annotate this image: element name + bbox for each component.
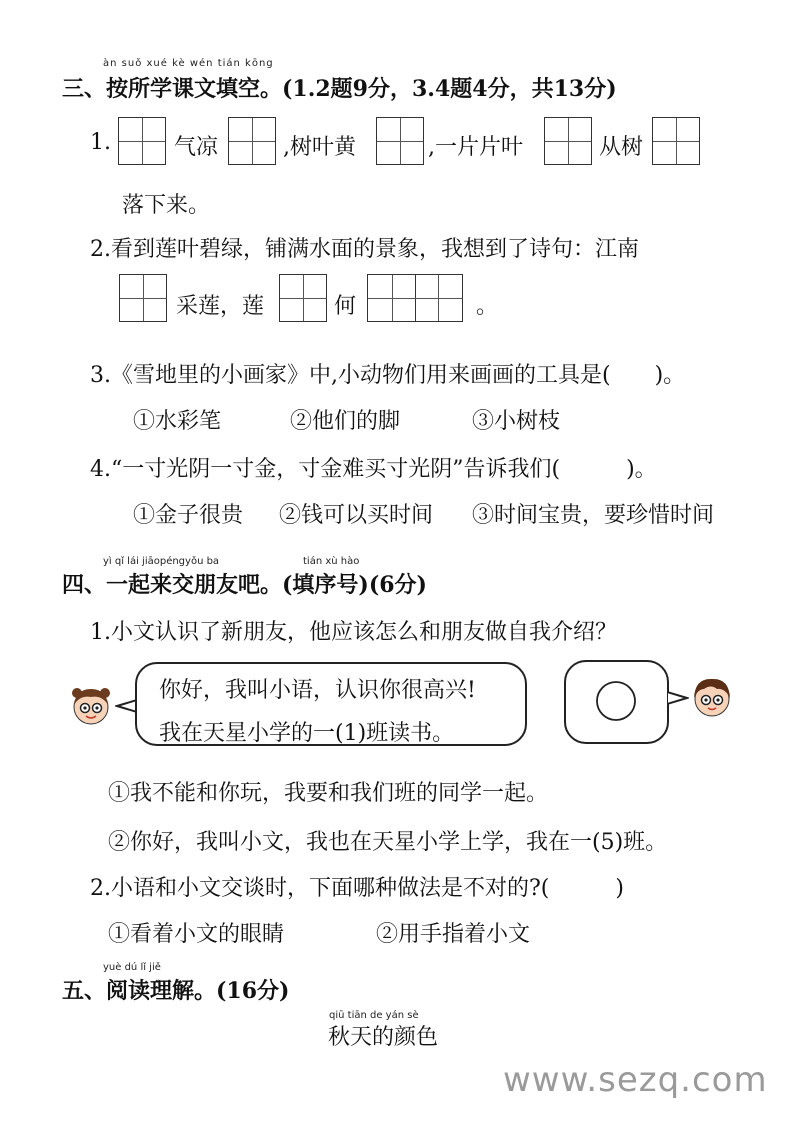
- section5-pinyin: yuè dú lǐ jiě: [103, 962, 161, 973]
- writing-box[interactable]: [376, 117, 424, 165]
- passage-title-pinyin: qiū tiān de yán sè: [329, 1010, 419, 1021]
- q4-option-1: ①金子很贵: [133, 503, 244, 528]
- q3-option-1: ①水彩笔: [133, 409, 222, 434]
- q1-text-b: ,树叶黄: [283, 135, 356, 160]
- watermark: www.sezq.com: [503, 1060, 768, 1100]
- q3-option-3: ③小树枝: [472, 409, 561, 434]
- q1-text-e: 落下来。: [122, 193, 211, 218]
- passage-title: 秋天的颜色: [328, 1025, 439, 1050]
- writing-box[interactable]: [652, 117, 700, 165]
- q1-text-c: ,一片片叶: [428, 135, 523, 160]
- q1-number: 1.: [90, 130, 111, 155]
- section4-pinyin-b: tián xù hào: [303, 556, 360, 567]
- s4-q2-text: 2.小语和小文交谈时，下面哪种做法是不对的?( ): [90, 876, 624, 901]
- s4-q1-text: 1.小文认识了新朋友，他应该怎么和朋友做自我介绍？: [90, 620, 617, 645]
- q4-option-2: ②钱可以买时间: [279, 503, 434, 528]
- q3-option-2: ②他们的脚: [290, 409, 401, 434]
- writing-box[interactable]: [118, 117, 166, 165]
- section3-title: 三、按所学课文填空。(1.2题9分，3.4题4分，共13分): [62, 76, 617, 102]
- bubble-line-1: 你好，我叫小语，认识你很高兴!: [159, 678, 476, 703]
- q4-text: 4.“一寸光阴一寸金，寸金难买寸光阴”告诉我们( )。: [90, 457, 657, 482]
- answer-circle-icon: [564, 660, 669, 744]
- speech-tail-right: [667, 688, 689, 708]
- q2-text-c: 。: [476, 294, 499, 319]
- girl-avatar-icon: [68, 683, 114, 729]
- section4-pinyin-a: yì qǐ lái jiāopéngyǒu ba: [103, 556, 220, 567]
- q2-text-b: 何: [334, 294, 357, 319]
- q2-text-a: 采莲，莲: [176, 294, 265, 319]
- section5-title: 五、阅读理解。(16分): [62, 978, 290, 1004]
- q3-text: 3.《雪地里的小画家》中,小动物们用来画画的工具是( )。: [90, 363, 686, 388]
- q2-text: 2.看到莲叶碧绿，铺满水面的景象，我想到了诗句：江南: [90, 237, 639, 262]
- answer-bubble[interactable]: [564, 660, 669, 744]
- q4-option-3: ③时间宝贵，要珍惜时间: [472, 503, 715, 528]
- section4-title: 四、一起来交朋友吧。(填序号)(6分): [62, 572, 427, 598]
- q1-text-d: 从树: [599, 135, 644, 160]
- boy-avatar-icon: [689, 674, 735, 720]
- s4-q2-option-2: ②用手指着小文: [376, 922, 531, 947]
- writing-box[interactable]: [119, 274, 167, 322]
- s4-option-1: ①我不能和你玩，我要和我们班的同学一起。: [108, 781, 549, 806]
- writing-box[interactable]: [279, 274, 327, 322]
- writing-box[interactable]: [544, 117, 592, 165]
- writing-box-double[interactable]: [367, 274, 463, 322]
- speech-tail-left: [115, 696, 137, 716]
- s4-option-2: ②你好，我叫小文，我也在天星小学上学，我在一(5)班。: [108, 830, 668, 855]
- writing-box[interactable]: [228, 117, 276, 165]
- bubble-line-2: 我在天星小学的一(1)班读书。: [159, 721, 455, 746]
- s4-q2-option-1: ①看着小文的眼睛: [108, 922, 285, 947]
- section3-pinyin: àn suǒ xué kè wén tián kōng: [103, 58, 274, 69]
- q1-text-a: 气凉: [174, 135, 219, 160]
